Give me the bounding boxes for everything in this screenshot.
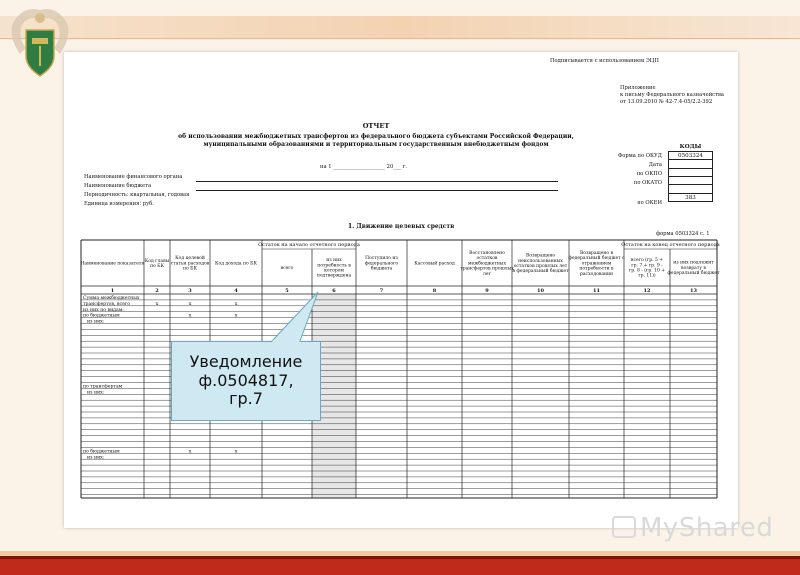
column-number-9: 9 [485,288,489,294]
column-header-12: всего (гр. 5 + гр. 7 + гр. 9 -гр. 8 - (гр. 10 + гр. 11)) [628,258,666,279]
field-unit: Единица измерения: руб. [84,201,154,207]
row-label-1: из них по видам: [83,307,124,313]
column-header-1: Наименование показателя [80,261,145,267]
watermark-icon [612,516,636,538]
annex-line-2: к письму Федерального казначейства [620,92,724,98]
column-number-2: 2 [155,288,159,294]
x-mark: x [234,448,238,455]
group-header-start: Остаток на начало отчетного периода [258,242,360,248]
report-subtitle-2: муниципальными образованиями и территориальным государственным внебюджетным фондом [203,141,549,148]
code-okei: 383 [669,193,713,201]
annex-line-1: Приложение [620,85,656,91]
x-mark: x [188,300,192,307]
x-mark: x [234,312,238,319]
column-header-9: Восстановлено остатков межбюджетных трансфертов прошлых лет [460,251,514,277]
column-number-5: 5 [285,288,289,294]
label-date: Дата [648,162,662,168]
callout-line-3: гр.7 [229,389,263,409]
label-okei: по ОКЕИ [637,200,662,206]
label-okpo: по ОКПО [636,171,662,177]
x-mark: x [188,312,192,319]
x-mark: x [155,300,159,307]
column-header-8: Кассовый расход [414,261,455,267]
x-mark: x [188,448,192,455]
callout-line-1: Уведомление [189,351,303,371]
column-header-13: из них подлежит возврату в федеральный бюджет [667,260,720,277]
x-mark: x [234,300,238,307]
report-date-line: на 1 ____________________ 20___ г. [320,164,408,170]
column-number-3: 3 [188,288,192,294]
form-ref: форма 0503324 с. 1 [656,231,710,237]
label-okato: по ОКАТО [633,180,662,186]
row-label-6: по бюджетным [83,449,120,455]
column-number-8: 8 [432,288,437,294]
column-number-4: 4 [234,288,238,294]
signature-note: Подписывается с использованием ЭЦП [550,58,659,64]
group-header-end: Остаток на конец отчетного периода [621,242,720,248]
column-number-6: 6 [332,288,336,294]
column-header-6: из них потребность в котором подтверждена [316,258,352,279]
section-title: 1. Движение целевых средств [348,223,455,230]
code-okud: 0503324 [669,151,713,159]
myshared-watermark [612,513,773,543]
column-header-5: всего [280,265,294,271]
field-periodicity: Периодичность: квартальная, годовая [84,192,190,198]
column-header-4: Код дохода по БК [215,261,257,267]
watermark-text: MyShared [640,513,774,543]
footer-bar [0,556,800,575]
row-label-2: по бюджетным [83,313,120,319]
column-header-10: Возвращено неиспользованных остатков прошлых лет в федеральный бюджет [512,253,569,275]
row-label-0: Сумма межбюджетных трансфертов, всего [83,296,140,307]
callout-line-2: ф.0504817, [198,370,294,390]
column-number-7: 7 [379,288,384,294]
column-number-10: 10 [537,288,544,294]
annex-line-3: от 13.09.2010 № 42-7.4-05/2.2-392 [620,99,713,105]
column-header-11: Возвращено в федеральный бюджет с отражением потребности в расходовании [568,251,625,277]
report-title: ОТЧЕТ [362,122,390,130]
label-okud: Форма по ОКУД [618,153,662,159]
column-number-12: 12 [643,288,651,294]
codes-header: КОДЫ [669,143,713,151]
column-number-1: 1 [110,288,115,294]
row-label-3: из них: [87,319,105,325]
row-label-5: из них: [87,390,105,396]
field-finance-body: Наименование финансового органа [84,174,183,180]
row-label-7: из них: [87,455,105,461]
row-label-4: по трансфертам [83,384,123,390]
field-budget-name: Наименование бюджета [84,183,152,189]
column-number-11: 11 [593,288,600,294]
report-subtitle-1: об использовании межбюджетных трансфертов из федерального бюджета субъектами Российской Федерации, [178,133,574,140]
column-header-7: Поступило из федерального бюджета [364,256,399,272]
column-number-13: 13 [690,288,697,294]
column-header-2: Код главы по БК [144,258,170,269]
column-header-3: Код целевой статьи расходов по БК [170,256,210,272]
